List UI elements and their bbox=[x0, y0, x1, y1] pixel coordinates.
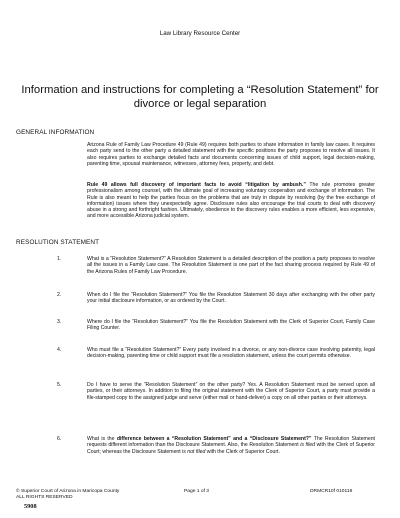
page-title-line1: Information and instructions for completing a “Resolution Statement” for bbox=[21, 84, 379, 96]
item6-part3: with the Clerk of Superior Court; whereas the Disclosure Statement is bbox=[87, 442, 375, 455]
list-item-number: 6. bbox=[57, 436, 62, 442]
item6-bold: difference between a “Resolution Statement” and a “Disclosure Statement?” bbox=[116, 436, 312, 442]
footer-form-code: DRMCR10f 010119 bbox=[310, 489, 353, 494]
list-item-number: 3. bbox=[57, 319, 62, 325]
list-item-number: 4. bbox=[57, 347, 62, 353]
page-title-line2: divorce or legal separation bbox=[133, 97, 267, 110]
list-item bbox=[57, 436, 375, 455]
section-heading-general: GENERAL INFORMATION bbox=[16, 129, 95, 136]
footer-page-number: Page 1 of 3 bbox=[184, 489, 210, 494]
footer-copyright-line1: © Superior Court of Arizona in Maricopa County bbox=[16, 489, 120, 494]
general-paragraph-2 bbox=[87, 182, 375, 220]
list-item-text: Where do I file the “Resolution Statement?” You file the Resolution Statement with the Clerk of Superior Court, Family Case Filing Counter. bbox=[87, 319, 375, 332]
general-paragraph-2-rest: The rule promotes greater professionalism among counsel, with the ultimate goal of increasing voluntary cooperation and exchange of information. The Rule is also meant to help the parties focus on the problems that are truly in dispute by resolving (by the free exchange of information) issues where they unexpectedly agree. Disclosure rules also encourage the trial courts to deal with discovery abuse in a strong and forthright fashion. Ultimately, obedience to the discovery rules enables a more efficient, less expensive, and more accessible Arizona judicial system. bbox=[87, 182, 375, 220]
list-item-text: Who must file a “Resolution Statement?” Every party involved in a divorce, or any non-divorce case involving paternity, legal decision-making, parenting time or child support must file a resolution statement, unless the court permits otherwise. bbox=[87, 347, 375, 360]
general-paragraph-1: Arizona Rule of Family Law Procedure 49 (Rule 49) requires both parties to share information in family law cases. It requires each party send to the other party a detailed statement with the specific positions the party proposes to resolve all issues. It also requires parties to exchange detailed facts and documents concerning issues of child support, legal decision-making, parenting time, spousal maintenance, witnesses, attorney fees, property, and debt. bbox=[87, 142, 375, 167]
list-item bbox=[57, 256, 375, 275]
list-item-text: Do I have to serve the “Resolution Statement” on the other party? Yes. A Resolution Statement must be served upon all parties, or their attorneys. In addition to filing the original statement with the Clerk of Superior Court, a party must provide a file-stamped copy to the assigned judge and serve (either mail or hand-deliver) a copy on all other parties or their attorneys. bbox=[87, 382, 375, 401]
footer-number: 5908 bbox=[24, 503, 37, 510]
header-resource-center: Law Library Resource Center bbox=[159, 30, 241, 37]
page-title bbox=[20, 84, 380, 111]
list-item bbox=[57, 382, 375, 401]
list-item-text: What is a “Resolution Statement?” A Resolution Statement is a detailed description of the position a party proposes to resolve all the issues in a Family Law case. The Resolution Statement is one part of the fact sharing process required by Rule 49 of the Arizona Rules of Family Law Procedure. bbox=[87, 256, 375, 275]
section-heading-resolution: RESOLUTION STATEMENT bbox=[16, 239, 100, 246]
item6-italic1: is filed bbox=[300, 442, 315, 449]
item6-part1: What is the bbox=[87, 436, 117, 442]
list-item-number: 2. bbox=[57, 292, 62, 298]
list-item-text bbox=[87, 436, 375, 455]
list-item-number: 5. bbox=[57, 382, 62, 388]
item6-part2: The Resolution Statement requests different information than the Disclosure Statement. Also, the Resolution Statement bbox=[87, 436, 375, 449]
list-item bbox=[57, 319, 375, 332]
list-item bbox=[57, 347, 375, 360]
general-paragraph-2-bold: Rule 49 allows full discovery of important facts to avoid “litigation by ambush.” bbox=[87, 182, 306, 188]
footer-copyright bbox=[16, 489, 119, 501]
item6-part4: with the Clerk of Superior Court. bbox=[205, 448, 280, 455]
list-item bbox=[57, 292, 375, 305]
footer-copyright-line2: ALL RIGHTS RESERVED bbox=[16, 494, 73, 500]
list-item-number: 1. bbox=[57, 256, 62, 262]
item6-italic2: not filed bbox=[187, 448, 206, 455]
list-item-text: When do I file the “Resolution Statement?” You file the Resolution Statement 30 days after exchanging with the other party your initial disclosure information, or as ordered by the Court. bbox=[87, 292, 375, 305]
